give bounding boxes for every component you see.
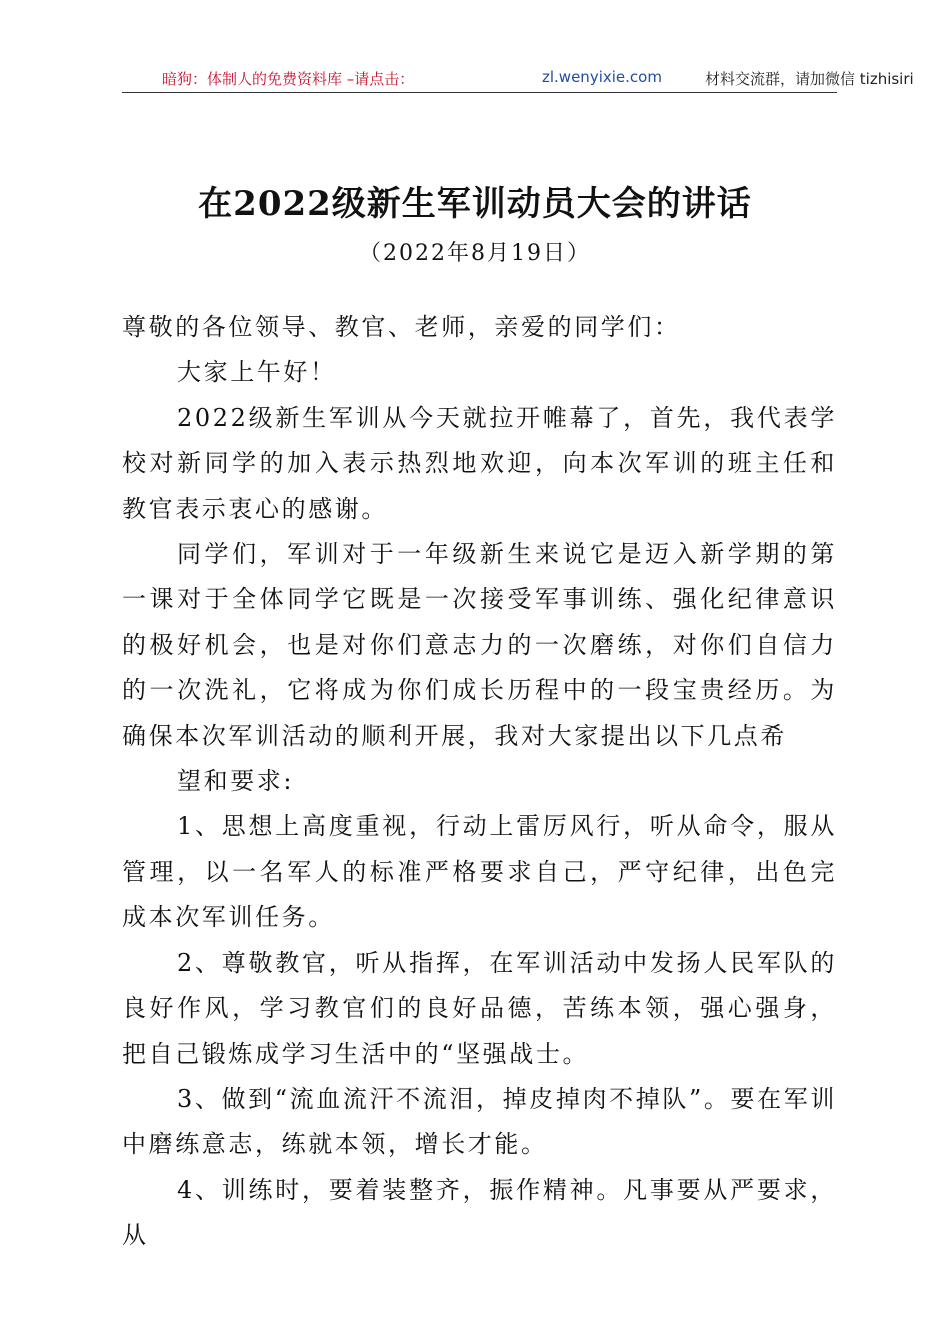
paragraph-requirement-2: 2、尊敬教官，听从指挥，在军训活动中发扬人民军队的良好作风，学习教官们的良好品德，苦练本领，强心强身，把自己锻炼成学习生活中的“坚强战士。: [122, 948, 837, 1068]
header-promo: 暗狗：体制人的免费资料库 –请点击：: [162, 70, 415, 88]
salutation: 尊敬的各位领导、教官、老师，亲爱的同学们：: [122, 313, 681, 341]
paragraph-requirement-1: 1、思想上高度重视，行动上雷厉风行，听从命令，服从管理，以一名军人的标准严格要求自己，严守纪律，出色完成本次军训任务。: [122, 812, 837, 932]
document-date: （2022年8月19日）: [359, 241, 591, 266]
paragraph-significance: 同学们，军训对于一年级新生来说它是迈入新学期的第一课对于全体同学它既是一次接受军事训练、强化纪律意识的极好机会，也是对你们意志力的一次磨练，对你们自信力的一次洗礼，它将成为你们成长历程中的一段宝贵经历。为确保本次军训活动的顺利开展，我对大家提出以下几点希: [122, 540, 837, 750]
paragraph-requirements-intro: 望和要求:: [177, 767, 295, 796]
paragraph-welcome: 2022级新生军训从今天就拉开帷幕了，首先，我代表学校对新同学的加入表示热烈地欢迎，向本次军训的班主任和教官表示衷心的感谢。: [122, 403, 837, 523]
header-contact: 材料交流群，请加微信 tizhisiri: [705, 70, 914, 88]
document-body: [122, 305, 837, 1259]
document-title: 在2022级新生军训动员大会的讲话: [198, 184, 752, 224]
paragraph-requirement-3: 3、做到“流血流汗不流泪，掉皮掉肉不掉队”。要在军训中磨练意志，练就本领，增长才能。: [122, 1084, 837, 1159]
paragraph-requirement-4: 4、训练时，要着装整齐，振作精神。凡事要从严要求，从: [122, 1175, 837, 1250]
header-link[interactable]: zl.wenyixie.com: [542, 68, 662, 86]
paragraph-greeting: 大家上午好！: [177, 358, 337, 387]
page-header: [122, 64, 914, 93]
